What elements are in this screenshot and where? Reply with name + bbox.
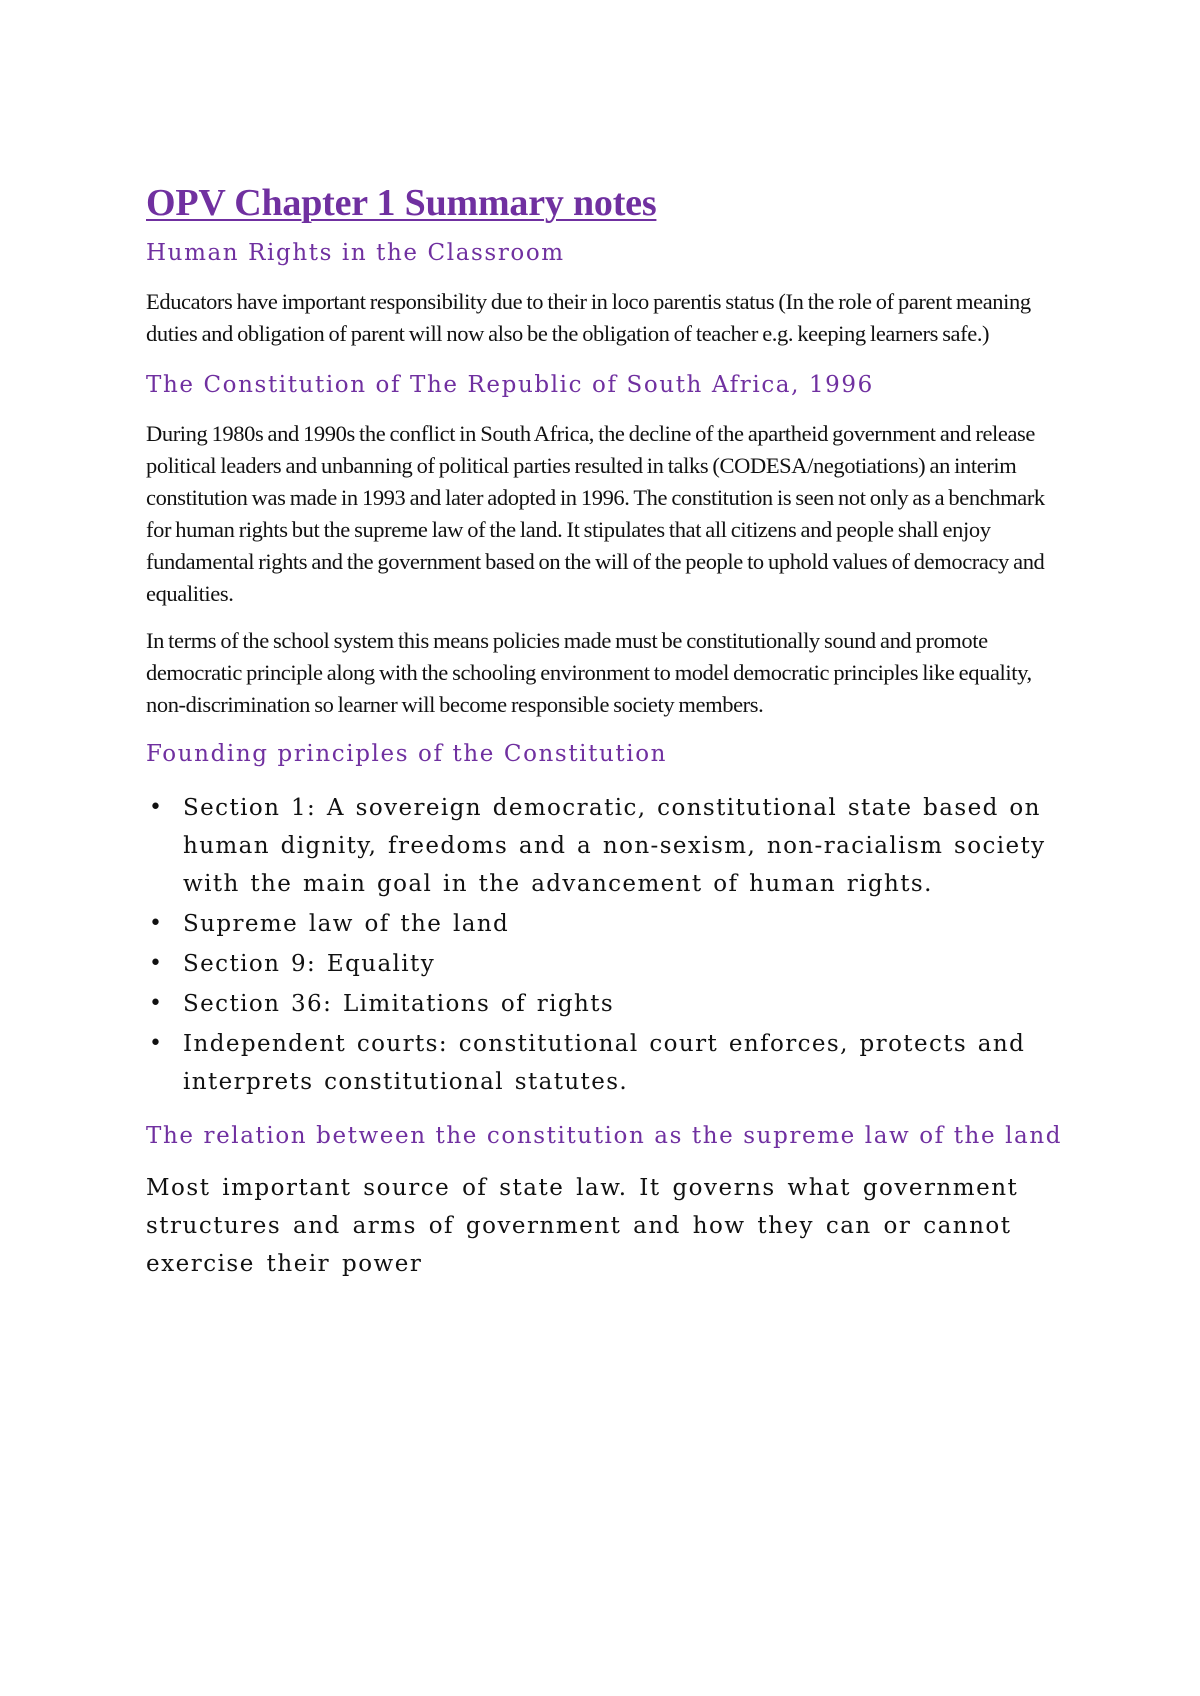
list-item: [146, 985, 1066, 1023]
section-heading-human-rights: Human Rights in the Classroom: [146, 240, 565, 266]
list-item-text: Section 1: A sovereign democratic, constitutional state based on human dignity, freedoms and a non-sexism, non-racialism society with the main goal in the advancement of human rights.: [183, 795, 1046, 897]
paragraph-in-loco-parentis: Educators have important responsibility due to their in loco parentis status (In the role of parent meaning duties and obligation of parent will now also be the obligation of teacher e.g. keeping learners safe.): [146, 289, 1031, 346]
list-item: [146, 945, 1066, 983]
bullet-icon: •: [149, 1031, 164, 1056]
section-heading-founding-principles: Founding principles of the Constitution: [146, 741, 668, 767]
paragraph-constitution-history: During 1980s and 1990s the conflict in South Africa, the decline of the apartheid government and release political leaders and unbanning of political parties resulted in talks (CODESA/negotiations) an interim constitution was made in 1993 and later adopted in 1996. The constitution is seen not only as a benchmark for human rights but the supreme law of the land. It stipulates that all citizens and people shall enjoy fundamental rights and the government based on the will of the people to uphold values of democracy and equalities.: [146, 421, 1045, 606]
list-item: [146, 1025, 1066, 1101]
paragraph-state-law: Most important source of state law. It governs what government structures and arms of government and how they can or cannot exercise their power: [146, 1175, 1019, 1277]
document-title: OPV Chapter 1 Summary notes: [146, 182, 657, 224]
list-item-text: Supreme law of the land: [183, 911, 510, 937]
bullet-icon: •: [149, 991, 164, 1016]
list-item: [146, 789, 1066, 903]
list-item-text: Section 36: Limitations of rights: [183, 991, 615, 1017]
bullet-icon: •: [149, 795, 164, 820]
list-item-text: Section 9: Equality: [183, 951, 436, 977]
founding-principles-list: [146, 789, 1066, 1101]
document-body: [146, 180, 1066, 1283]
list-item: [146, 905, 1066, 943]
list-item-text: Independent courts: constitutional court enforces, protects and interprets constitutional statutes.: [183, 1031, 1026, 1095]
section-heading-constitution: The Constitution of The Republic of South Africa, 1996: [146, 372, 874, 398]
bullet-icon: •: [149, 951, 164, 976]
section-heading-supreme-law-relation: The relation between the constitution as the supreme law of the land: [146, 1123, 1063, 1149]
bullet-icon: •: [149, 911, 164, 936]
paragraph-school-system: In terms of the school system this means policies made must be constitutionally sound and promote democratic principle along with the schooling environment to model democratic principles like equality, non-discrimination so learner will become responsible society members.: [146, 628, 1032, 717]
